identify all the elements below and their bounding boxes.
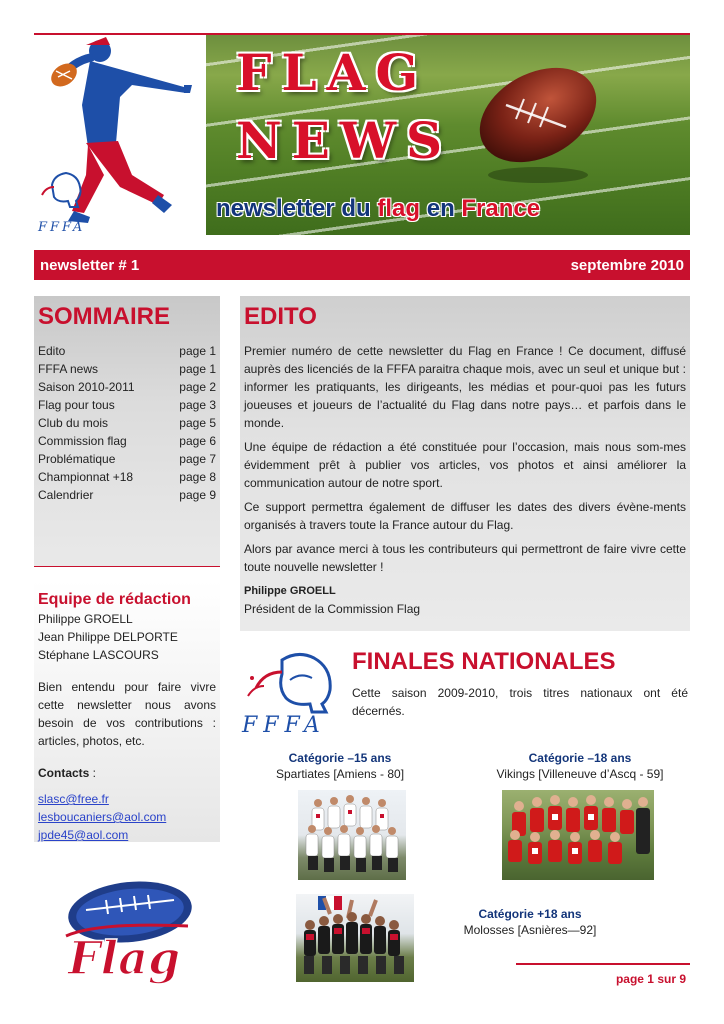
- team-photo-spartiates: [298, 790, 406, 880]
- toc-label: Saison 2010-2011: [38, 380, 135, 394]
- toc-item[interactable]: [38, 414, 216, 432]
- subtitle-part2: en: [420, 195, 462, 222]
- contacts-label: Contacts: [38, 766, 90, 780]
- email-link[interactable]: lesboucaniers@aol.com: [38, 810, 167, 824]
- sommaire-box: [34, 296, 220, 566]
- header-fffa-logo-text: FFFA: [38, 220, 86, 235]
- issue-number: newsletter # 1: [40, 256, 140, 274]
- toc-label: Commission flag: [38, 434, 127, 448]
- toc-page: page 5: [179, 416, 216, 430]
- issue-date: septembre 2010: [570, 256, 684, 274]
- edito-title: EDITO: [244, 303, 317, 330]
- edito-box: [240, 296, 690, 631]
- fffa-logo-text: FFFA: [242, 713, 326, 736]
- team-photo-vikings: [502, 790, 654, 880]
- edito-paragraph: Premier numéro de cette newsletter du Flag en France ! Ce document, diffusé auprès des licenciés de la FFFA paraitra chaque mois, avec un seul et unique but : informer les pratiquants, les dirigeants, les médias et pour-quoi pas les futurs joueuses et joueurs de l’actualité du Flag dans notre pays… et parfois dans le monde.: [244, 344, 686, 430]
- toc-page: page 2: [179, 380, 216, 394]
- edito-paragraph: Alors par avance merci à tous les contributeurs qui permettront de faire vivre cette toute nouvelle newsletter !: [244, 542, 686, 574]
- masthead-subtitle: [216, 195, 540, 223]
- subtitle-flag: flag: [377, 195, 421, 222]
- flag-logo: [58, 870, 198, 990]
- contacts-heading: [38, 764, 216, 782]
- edito-paragraph: Ce support permettra également de diffuser les dates des divers évène-ments organisés à travers toute la France autour du Flag.: [244, 500, 686, 532]
- category-o18: [440, 906, 620, 938]
- sommaire-title: SOMMAIRE: [38, 303, 170, 330]
- category-u18: [480, 750, 680, 782]
- equipe-member: Philippe GROELL: [38, 612, 133, 626]
- category-winner: Vikings [Villeneuve d’Ascq - 59]: [496, 767, 664, 781]
- team-photo-molosses: [296, 894, 414, 982]
- contacts-colon: :: [89, 766, 97, 780]
- masthead-news-word: NEWS: [236, 111, 453, 170]
- category-winner: Spartiates [Amiens - 80]: [275, 767, 405, 781]
- fffa-logo: [238, 650, 342, 736]
- header-photo: [206, 35, 690, 235]
- edito-paragraph: Une équipe de rédaction a été constituée pour l’occasion, mais nous som-mes évidemment prêt à publier vos articles, vos photos et ainsi améliorer la communication autour de notre sport.: [244, 440, 686, 490]
- header-left-panel: [34, 35, 206, 235]
- equipe-note: Bien entendu pour faire vivre cette newsletter nous avons besoin de vos contributions : articles, photos, etc.: [38, 680, 216, 748]
- subtitle-part1: newsletter du: [216, 195, 378, 222]
- toc-label: Club du mois: [38, 416, 109, 430]
- toc-page: page 1: [179, 344, 216, 358]
- toc-item[interactable]: [38, 468, 216, 486]
- toc-label: Flag pour tous: [38, 398, 115, 412]
- category-winner: Molosses [Asnières—92]: [463, 923, 597, 937]
- sommaire-divider: [34, 566, 220, 567]
- toc-item[interactable]: [38, 486, 216, 504]
- issue-band: [34, 250, 690, 280]
- toc-item[interactable]: [38, 432, 216, 450]
- toc-item[interactable]: [38, 378, 216, 396]
- toc-page: page 7: [179, 452, 216, 466]
- email-link[interactable]: slasc@free.fr: [38, 792, 109, 806]
- edito-signature-role: Président de la Commission Flag: [244, 602, 421, 616]
- toc-label: Problématique: [38, 452, 116, 466]
- page-number: page 1 sur 9: [615, 972, 686, 986]
- toc-label: Calendrier: [38, 488, 94, 502]
- masthead-flag-word: FLAG: [236, 43, 429, 102]
- equipe-box: [34, 580, 220, 842]
- toc-page: page 9: [179, 488, 216, 502]
- edito-signature-name: Philippe GROELL: [244, 585, 336, 597]
- equipe-title: Equipe de rédaction: [38, 591, 191, 608]
- toc-page: page 8: [179, 470, 216, 484]
- finales-title: FINALES NATIONALES: [352, 648, 616, 675]
- category-title: Catégorie –18 ans: [528, 751, 632, 765]
- toc-item[interactable]: [38, 342, 216, 360]
- flag-logo-text: Flag: [68, 931, 181, 985]
- equipe-member: Stéphane LASCOURS: [38, 648, 159, 662]
- finales-intro: Cette saison 2009-2010, trois titres nationaux ont été décernés.: [352, 686, 688, 718]
- email-link[interactable]: jpde45@aol.com: [38, 828, 129, 842]
- subtitle-france: France: [461, 195, 541, 222]
- toc-item[interactable]: [38, 450, 216, 468]
- toc-page: page 3: [179, 398, 216, 412]
- toc-label: Edito: [38, 344, 66, 358]
- toc-item[interactable]: [38, 396, 216, 414]
- flag-player-illustration: [34, 35, 206, 235]
- toc-item[interactable]: [38, 360, 216, 378]
- toc-label: FFFA news: [38, 362, 99, 376]
- category-title: Catégorie +18 ans: [478, 907, 582, 921]
- toc-label: Championnat +18: [38, 470, 134, 484]
- toc-page: page 6: [179, 434, 216, 448]
- category-u15: [270, 750, 410, 782]
- category-title: Catégorie –15 ans: [288, 751, 392, 765]
- toc-page: page 1: [179, 362, 216, 376]
- footer-divider: [516, 963, 690, 965]
- equipe-member: Jean Philippe DELPORTE: [38, 630, 178, 644]
